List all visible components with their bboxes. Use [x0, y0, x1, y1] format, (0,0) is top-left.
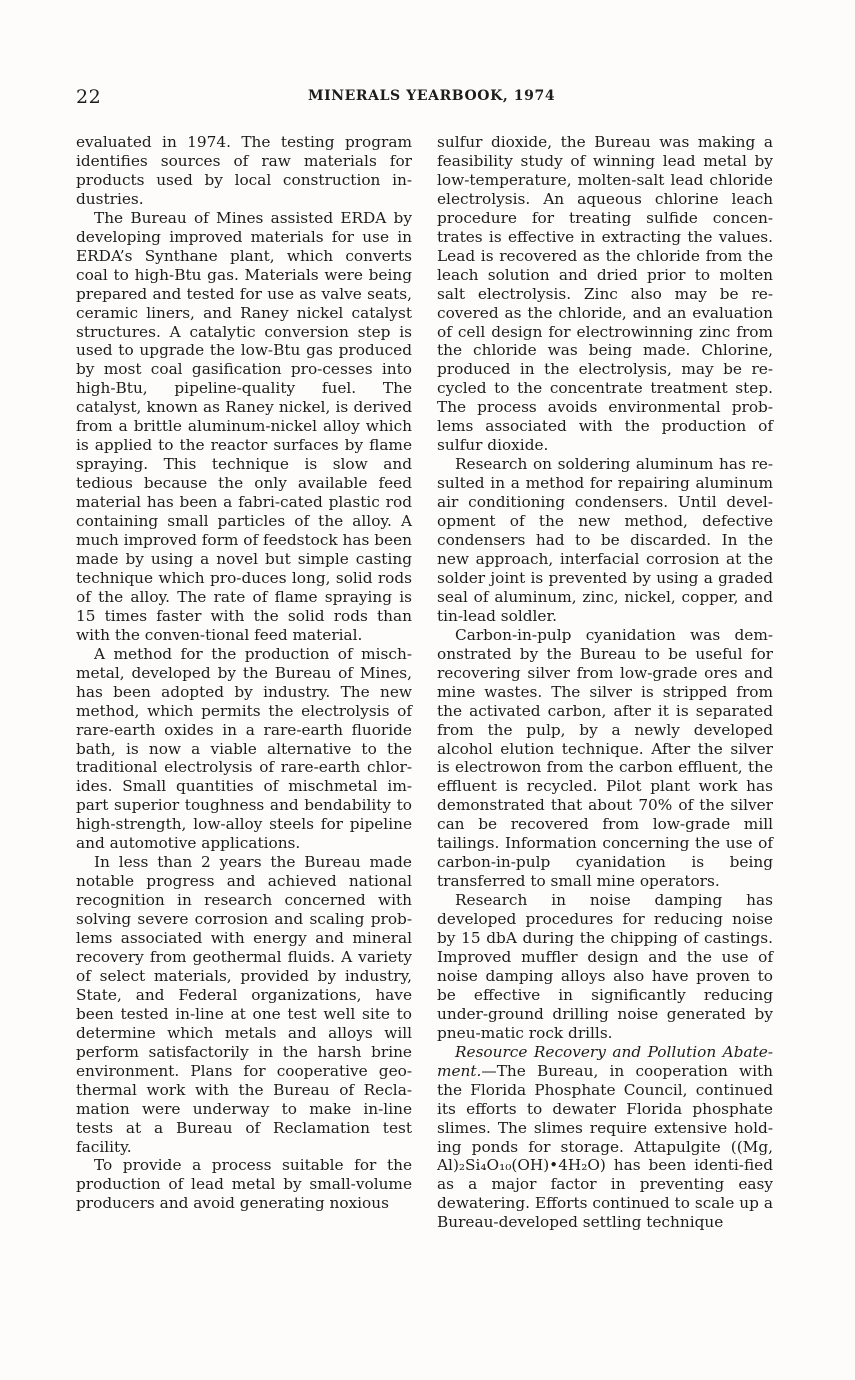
page-number: 22 [76, 86, 102, 108]
paragraph-body: —The Bureau, in cooperation with the Florida Phosphate Council, continued its efforts to dewater Florida phosphate slimes. The slimes require extensive hold-ing ponds for storage. Attapulgite ((Mg, Al)₂Si₄O₁₀(OH)•4H₂O) has been identi-fied as a major factor in preventing easy dewatering. Efforts continued to scale up a Bureau-developed settling technique [437, 1061, 773, 1232]
paragraph: In less than 2 years the Bureau made notable progress and achieved national recognition in research concerned with solving severe corrosion and scaling prob-lems associated with energy and mineral recovery from geothermal fluids. A variety of select materials, provided by industry, State, and Federal organizations, have been tested in-line at one test well site to determine which metals and alloys will perform satisfactorily in the harsh brine environment. Plans for cooperative geo-thermal work with the Bureau of Recla-mation were underway to make in-line tests at a Bureau of Reclamation test facility. [76, 853, 412, 1156]
paragraph: Carbon-in-pulp cyanidation was dem-onstrated by the Bureau to be useful for recovering silver from low-grade ores and mine wastes. The silver is stripped from the activated carbon, after it is separated from the pulp, by a newly developed alcohol elution technique. After the silver is electrowon from the carbon effluent, the effluent is recycled. Pilot plant work has demonstrated that about 70% of the silver can be recovered from low-grade mill tailings. Information concerning the use of carbon-in-pulp cyanidation is being transferred to small mine operators. [437, 625, 773, 891]
paragraph: Research in noise damping has developed procedures for reducing noise by 15 dbA during the chipping of castings. Improved muffler design and the use of noise damping alloys also have proven to be effective in significantly reducing under-ground drilling noise generated by pneu-matic rock drills. [437, 891, 773, 1042]
paragraph: To provide a process suitable for the production of lead metal by small-volume producers and avoid generating noxious [76, 1156, 412, 1213]
paragraph: sulfur dioxide, the Bureau was making a feasibility study of winning lead metal by low-temperature, molten-salt lead chloride electrolysis. An aqueous chlorine leach procedure for treating sulfide concen-trates is effective in extracting the values. Lead is recovered as the chloride from the leach solution and dried prior to molten salt electrolysis. Zinc also may be re-covered as the chloride, and an evaluation of cell design for electrowinning zinc from the chloride was being made. Chlorine, produced in the electrolysis, may be re-cycled to the concentrate treatment step. The process avoids environmental prob-lems associated with the production of sulfur dioxide. [437, 133, 773, 455]
paragraph: evaluated in 1974. The testing program identifies sources of raw materials for products used by local construction in-dustries. [76, 133, 412, 208]
left-column [76, 133, 412, 1213]
paragraph: A method for the production of misch-metal, developed by the Bureau of Mines, has been adopted by industry. The new method, which permits the electrolysis of rare-earth oxides in a rare-earth fluoride bath, is now a viable alternative to the traditional electrolysis of rare-earth chlor-ides. Small quantities of mischmetal im-part superior toughness and bendability to high-strength, low-alloy steels for pipeline and automotive applications. [76, 644, 412, 853]
section-heading: Resource Recovery and Pollution Abate-ment. [437, 1042, 773, 1080]
paragraph: The Bureau of Mines assisted ERDA by developing improved materials for use in ERDA’s Synthane plant, which converts coal to high-Btu gas. Materials were being prepared and tested for use as valve seats, ceramic liners, and Raney nickel catalyst structures. A catalytic conversion step is used to upgrade the low-Btu gas produced by most coal gasification pro-cesses into high-Btu, pipeline-quality fuel. The catalyst, known as Raney nickel, is derived from a brittle aluminum-nickel alloy which is applied to the reactor surfaces by flame spraying. This technique is slow and tedious because the only available feed material has been a fabri-cated plastic rod containing small particles of the alloy. A much improved form of feedstock has been made by using a novel but simple casting technique which pro-duces long, solid rods of the alloy. The rate of flame spraying is 15 times faster with the solid rods than with the conven-tional feed material. [76, 208, 412, 644]
paragraph [437, 1043, 773, 1233]
running-head: MINERALS YEARBOOK, 1974 [308, 88, 556, 104]
right-column [437, 133, 773, 1232]
paragraph: Research on soldering aluminum has re-sulted in a method for repairing aluminum air conditioning condensers. Until devel-opment of the new method, defective condensers had to be discarded. In the new approach, interfacial corrosion at the solder joint is prevented by using a graded seal of aluminum, zinc, nickel, copper, and tin-lead soldler. [437, 455, 773, 625]
